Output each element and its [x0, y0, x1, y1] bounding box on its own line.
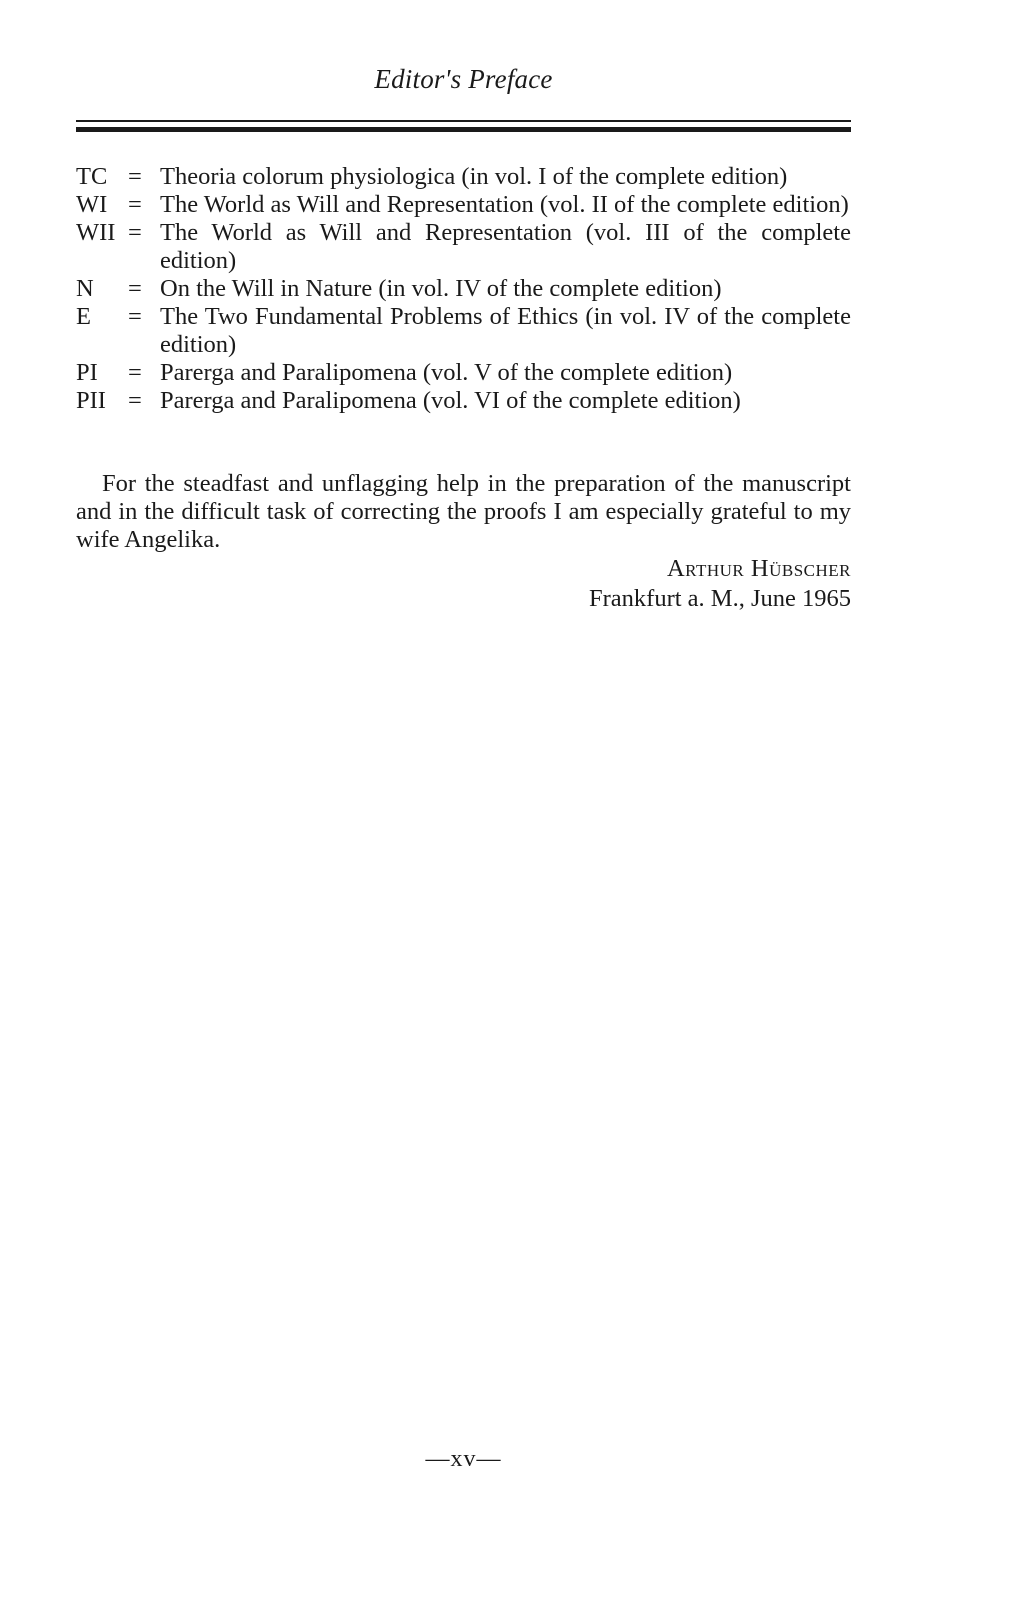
place-date: Frankfurt a. M., June 1965 — [589, 585, 851, 612]
abbreviation-list — [76, 163, 851, 415]
abbreviation-key: PI — [76, 359, 98, 386]
abbreviation-description: Theoria colorum physiologica (in vol. I of the complete edition) — [160, 163, 788, 190]
abbreviation-key: E — [76, 303, 91, 330]
running-head: Editor's Preface — [374, 64, 553, 94]
abbreviation-description: Parerga and Paralipomena (vol. VI of the complete edition) — [160, 387, 741, 414]
abbreviation-description: The Two Fundamental Problems of Ethics (in vol. IV of the complete edition) — [160, 303, 851, 358]
abbreviation-description: The World as Will and Representation (vol. II of the complete edition) — [160, 191, 849, 218]
abbreviation-equals: = — [128, 163, 142, 190]
abbreviation-row — [76, 303, 851, 359]
abbreviation-equals: = — [128, 359, 142, 386]
abbreviation-row — [76, 191, 851, 219]
abbreviation-row — [76, 275, 851, 303]
abbreviation-row — [76, 359, 851, 387]
header-rule-thick — [76, 127, 851, 132]
abbreviation-row — [76, 387, 851, 415]
abbreviation-row — [76, 219, 851, 275]
abbreviation-equals: = — [128, 275, 142, 302]
abbreviation-key: WI — [76, 191, 108, 218]
abbreviation-row — [76, 163, 851, 191]
abbreviation-equals: = — [128, 191, 142, 218]
abbreviation-description: The World as Will and Representation (vol. III of the complete edition) — [160, 219, 851, 274]
abbreviation-key: WII — [76, 219, 116, 246]
header-rule-thin — [76, 120, 851, 122]
page-number: —xv— — [425, 1446, 502, 1472]
signature-block — [76, 554, 851, 614]
author-name: Arthur Hübscher — [666, 555, 851, 582]
abbreviation-description: On the Will in Nature (in vol. IV of the complete edition) — [160, 275, 722, 302]
abbreviation-key: TC — [76, 163, 108, 190]
acknowledgment-paragraph: For the steadfast and unflagging help in the preparation of the manuscript and in the difficult task of correcting the proofs I am especially grateful to my wife Angelika. — [76, 470, 851, 553]
abbreviation-key: PII — [76, 387, 106, 414]
abbreviation-equals: = — [128, 387, 142, 414]
abbreviation-key: N — [76, 275, 94, 302]
abbreviation-equals: = — [128, 303, 142, 330]
abbreviation-equals: = — [128, 219, 142, 246]
abbreviation-description: Parerga and Paralipomena (vol. V of the complete edition) — [160, 359, 733, 386]
